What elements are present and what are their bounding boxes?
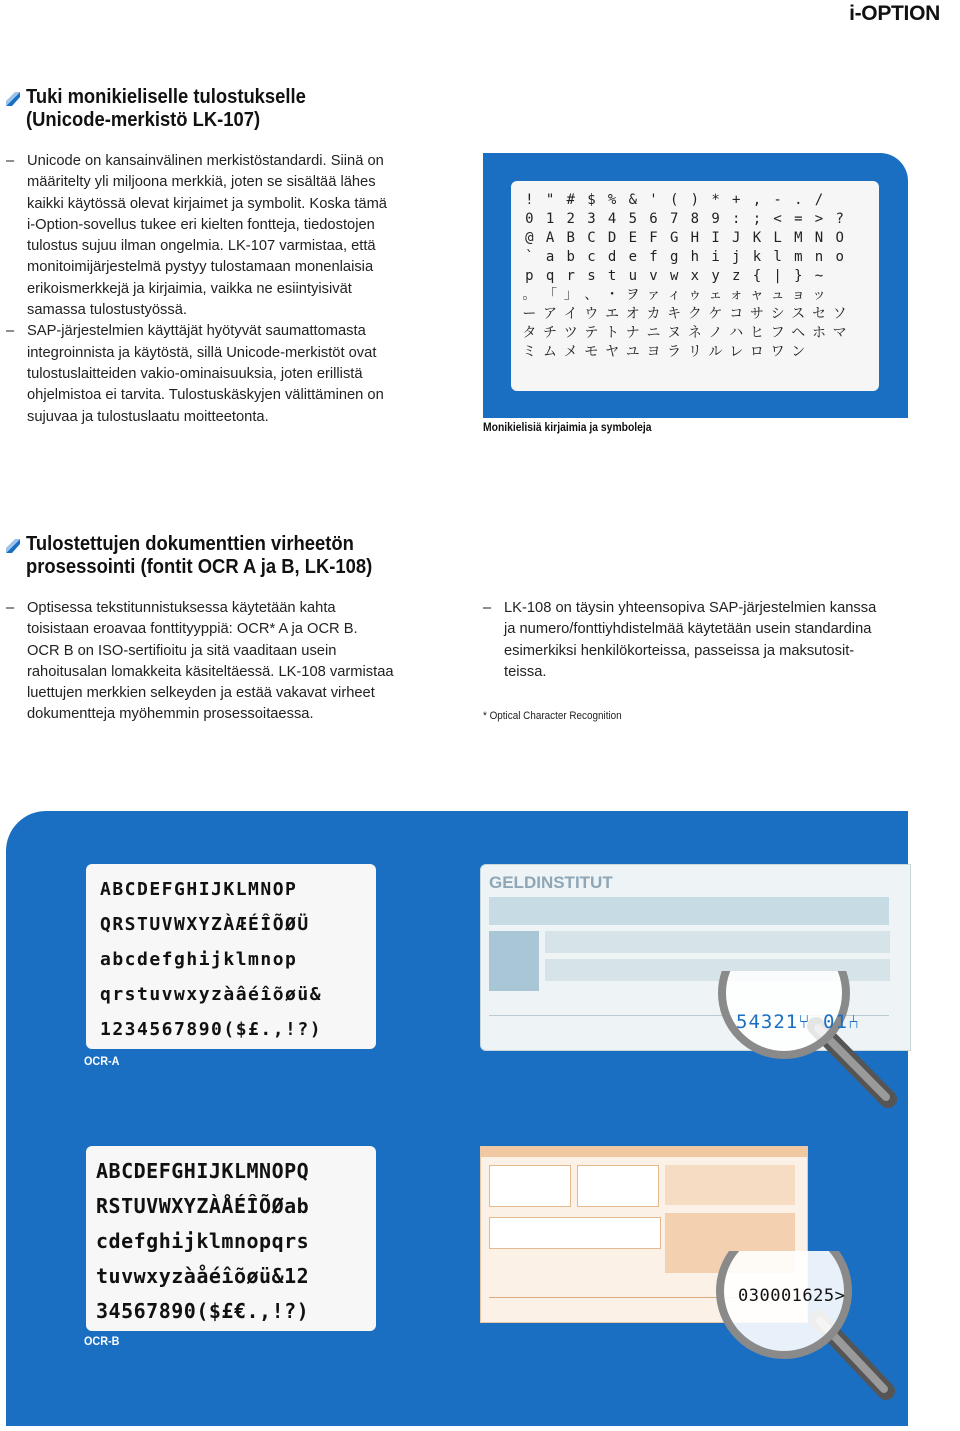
slip-address-field: [489, 1165, 571, 1207]
charset-glyph: 「: [543, 286, 558, 303]
charset-glyph: g: [669, 249, 679, 266]
footnote: * Optical Character Recognition: [483, 710, 622, 722]
charset-glyph: コ: [729, 305, 744, 322]
heading-bullet-icon: [6, 92, 20, 106]
charset-glyph: ウ: [584, 305, 599, 322]
section-heading-ocr: [6, 533, 402, 579]
charset-glyph: ヲ: [625, 286, 640, 303]
charset-glyph: エ: [605, 305, 620, 322]
charset-glyph: 4: [607, 211, 617, 228]
charset-row: [511, 210, 879, 229]
charset-glyph: q: [545, 268, 555, 284]
charset-glyph: フ: [770, 324, 785, 341]
section-heading-unicode: [6, 86, 330, 132]
charset-glyph: ヌ: [667, 324, 682, 341]
charset-glyph: }: [794, 268, 803, 284]
charset-glyph: z: [732, 268, 741, 284]
charset-glyph: 」: [563, 286, 578, 303]
charset-glyph: >: [814, 211, 824, 228]
charset-glyph: 、: [584, 286, 599, 303]
charset-row: [511, 248, 879, 267]
section-title: [26, 86, 306, 132]
lens-reading-b: 030001625>: [738, 1286, 846, 1306]
charset-glyph: l: [773, 249, 782, 266]
ocr-b-line: 34567890($£€.,!?): [96, 1299, 310, 1323]
charset-glyph: H: [690, 230, 700, 247]
text-line: Unicode on kansainvälinen merkistöstandardi. Siinä on: [27, 153, 384, 169]
charset-glyph: o: [835, 249, 844, 266]
text-line: Optisessa tekstitunnistuksessa käytetään kahta: [27, 600, 336, 616]
charset-glyph: メ: [563, 343, 578, 360]
charset-glyph: キ: [667, 305, 682, 322]
charset-glyph: D: [607, 230, 617, 247]
charset-glyph: 8: [690, 211, 700, 228]
ocr-a-line: ABCDEFGHIJKLMNOP: [100, 879, 298, 900]
dash-marker: –: [6, 600, 15, 616]
charset-glyph: C: [587, 230, 596, 247]
charset-glyph: ク: [687, 305, 702, 322]
charset-glyph: ァ: [646, 286, 661, 303]
list-item: [6, 598, 446, 726]
charset-glyph: オ: [625, 305, 640, 322]
charset-glyph: ラ: [667, 343, 682, 360]
charset-glyph: ハ: [729, 324, 744, 341]
charset-glyph: $: [587, 192, 596, 209]
unicode-figure: [483, 153, 908, 418]
title-line: prosessointi (fontit OCR A ja B, LK-108): [26, 556, 373, 578]
charset-glyph: J: [732, 230, 741, 247]
charset-glyph: =: [794, 211, 803, 228]
title-line: (Unicode-merkistö LK-107): [26, 109, 261, 131]
charset-glyph: #: [566, 192, 575, 209]
charset-glyph: ヨ: [646, 343, 661, 360]
charset-glyph: b: [566, 249, 575, 266]
ocr-a-label: OCR-A: [84, 1054, 120, 1068]
charset-glyph: A: [545, 230, 555, 247]
charset-glyph: サ: [749, 305, 764, 322]
charset-glyph: レ: [729, 343, 744, 360]
text-line: kaikki käytössä olevat kirjaimet ja symbolit. Koska tämä: [27, 195, 387, 212]
charset-glyph: ・: [605, 286, 620, 303]
text-line: luettujen merkkien selkeyden ja estää vakavat virheet: [27, 685, 375, 702]
charset-glyph: イ: [563, 305, 578, 322]
charset-glyph: r: [566, 268, 575, 284]
charset-glyph: テ: [584, 324, 599, 341]
charset-glyph: ホ: [811, 324, 826, 341]
list-item: [6, 151, 446, 321]
brand-title: i-OPTION: [849, 2, 940, 25]
charset-glyph: ニ: [646, 324, 661, 341]
charset-glyph: .: [794, 192, 803, 209]
charset-glyph: ツ: [563, 324, 578, 341]
charset-glyph: タ: [522, 324, 537, 341]
charset-glyph: ,: [752, 192, 762, 209]
charset-glyph: ": [545, 192, 555, 209]
charset-glyph: 6: [649, 211, 658, 228]
charset-glyph: %: [607, 192, 617, 209]
charset-glyph: O: [835, 230, 844, 247]
charset-glyph: w: [669, 268, 679, 284]
charset-glyph: ス: [791, 305, 806, 322]
charset-glyph: ア: [543, 305, 558, 322]
text-line: monitoimijärjestelmä pystyy tulostamaan monenlaisia: [27, 259, 374, 276]
section1-body: [6, 151, 446, 428]
charset-glyph: x: [690, 268, 700, 284]
dash-marker: –: [6, 153, 15, 169]
section2-left: [6, 598, 446, 726]
charset-glyph: I: [711, 230, 720, 247]
charset-glyph: /: [814, 192, 824, 209]
text-line: ja numero/fonttiyhdistelmää käytetään usein standardina: [504, 621, 872, 638]
text-line: erikoismerkkejä ja kirjaimia, vaikka ne esiintyisivät: [27, 280, 352, 297]
charset-glyph: K: [752, 230, 762, 247]
charset-glyph: シ: [770, 305, 785, 322]
charset-row: [511, 304, 879, 323]
charset-glyph: 1: [545, 211, 555, 228]
charset-glyph: 9: [711, 211, 720, 228]
charset-glyph: ル: [708, 343, 723, 360]
text-line: tulostuslaitteiden vakio-ominaisuuksia, joten erillistä: [27, 365, 363, 382]
charset-glyph: (: [669, 192, 679, 209]
charset-glyph: j: [732, 249, 741, 266]
text-line: teissa.: [504, 663, 547, 680]
charset-glyph: ェ: [708, 286, 723, 303]
lens-reading-a: 54321⑂ 01⑃: [736, 1011, 861, 1033]
charset-glyph: ォ: [729, 286, 744, 303]
charset-glyph: `: [525, 249, 534, 266]
charset-glyph: 。: [522, 286, 537, 303]
section2-right: [483, 598, 923, 683]
list-item: [483, 598, 923, 683]
charset-glyph: セ: [811, 305, 826, 322]
charset-row: [511, 323, 879, 342]
charset-glyph: ソ: [832, 305, 847, 322]
bank-logo-block: [489, 931, 539, 991]
text-line: OCR B on ISO-sertifioitu ja sitä vaaditaan usein: [27, 642, 337, 659]
text-line: samassa tulostustyössä.: [27, 302, 187, 319]
charset-row: [511, 342, 879, 361]
charset-glyph: v: [649, 268, 658, 284]
text-line: rahoitusalan lomakkeita käsiteltäessä. LK-108 varmistaa: [27, 663, 394, 680]
ocr-a-line: qrstuvwxyzàâéîõøü&: [100, 984, 323, 1005]
charset-glyph: ): [690, 192, 700, 209]
charset-glyph: +: [732, 192, 741, 209]
charset-glyph: リ: [687, 343, 702, 360]
charset-glyph: F: [649, 230, 658, 247]
ocr-samples-panel: [6, 811, 908, 1426]
charset-glyph: ?: [835, 211, 844, 228]
charset-glyph: i: [711, 249, 720, 266]
heading-bullet-icon: [6, 539, 20, 553]
charset-glyph: ネ: [687, 324, 702, 341]
charset-glyph: ヤ: [605, 343, 620, 360]
charset-glyph: t: [607, 268, 617, 284]
ocr-a-line: QRSTUVWXYZÀÆÉÎÕØÜ: [100, 914, 310, 935]
text-line: toisistaan eroavaa fonttityyppiä: OCR* A ja OCR B.: [27, 621, 358, 638]
text-line: integroinnista ja käytöstä, sillä Unicode-merkistöt ovat: [27, 344, 377, 361]
ocr-b-sample-card: [86, 1146, 376, 1331]
charset-glyph: ン: [791, 343, 806, 360]
charset-glyph: ィ: [667, 286, 682, 303]
charset-glyph: 0: [525, 211, 534, 228]
charset-glyph: G: [669, 230, 679, 247]
charset-glyph: マ: [832, 324, 847, 341]
ocr-b-line: RSTUVWXYZÀÅÉÎÕØab: [96, 1194, 310, 1218]
charset-glyph: c: [587, 249, 596, 266]
charset-glyph: :: [732, 211, 741, 228]
charset-glyph: h: [690, 249, 700, 266]
charset-glyph: {: [752, 268, 762, 284]
charset-row: [511, 285, 879, 304]
ocr-a-line: abcdefghijklmnop: [100, 949, 298, 970]
slip-address-field: [577, 1165, 659, 1207]
charset-glyph: *: [711, 192, 720, 209]
charset-glyph: a: [545, 249, 555, 266]
text-line: määritelty yli miljoona merkkiä, joten se sisältää lähes: [27, 174, 376, 191]
charset-glyph: s: [587, 268, 596, 284]
slip-header-band: [481, 1147, 807, 1157]
charset-glyph: ュ: [770, 286, 785, 303]
ocr-b-line: ABCDEFGHIJKLMNOPQ: [96, 1159, 310, 1183]
charset-row: [511, 267, 879, 286]
dash-marker: –: [483, 600, 492, 616]
charset-glyph: ワ: [770, 343, 785, 360]
charset-glyph: &: [628, 192, 637, 209]
charset-glyph: |: [773, 268, 782, 284]
text-line: tulostus sujuu ilman ongelmia. LK-107 varmistaa, että: [27, 238, 376, 255]
charset-glyph: -: [773, 192, 782, 209]
charset-row: [511, 229, 879, 248]
text-line: dokumentteja myöhemmin prosessoitaessa.: [27, 706, 314, 723]
charset-glyph: m: [794, 249, 803, 266]
charset-glyph: 7: [669, 211, 679, 228]
ocr-a-sample-card: [86, 864, 376, 1049]
charset-glyph: ト: [605, 324, 620, 341]
charset-glyph: チ: [543, 324, 558, 341]
slip-info-field: [665, 1165, 795, 1205]
charset-glyph: 3: [587, 211, 596, 228]
charset-glyph: ッ: [811, 286, 826, 303]
magnifier-icon: [706, 1251, 906, 1421]
charset-glyph: ム: [543, 343, 558, 360]
charset-glyph: B: [566, 230, 575, 247]
charset-glyph: ゥ: [687, 286, 702, 303]
charset-glyph: k: [752, 249, 762, 266]
charset-glyph: ヒ: [749, 324, 764, 341]
charset-glyph: !: [525, 192, 534, 209]
charset-glyph: ユ: [625, 343, 640, 360]
slip-amount-field: [489, 1217, 661, 1249]
charset-glyph: @: [525, 230, 534, 247]
charset-glyph: カ: [646, 305, 661, 322]
section-title: [26, 533, 372, 579]
text-line: LK-108 on täysin yhteensopiva SAP-järjestelmien kanssa: [504, 600, 877, 616]
charset-glyph: ヘ: [791, 324, 806, 341]
list-item: [6, 321, 446, 427]
charset-glyph: f: [649, 249, 658, 266]
form-field-block: [489, 897, 889, 925]
charset-glyph: 5: [628, 211, 637, 228]
charset-glyph: ;: [752, 211, 762, 228]
charset-glyph: N: [814, 230, 824, 247]
ocr-b-line: cdefghijklmnopqrs: [96, 1229, 310, 1253]
ocr-a-line: 1234567890($£.,!?): [100, 1019, 323, 1040]
charset-row: [511, 191, 879, 210]
form-field-block: [545, 931, 890, 953]
charset-glyph: p: [525, 268, 534, 284]
charset-glyph: ~: [814, 268, 824, 284]
charset-glyph: ョ: [791, 286, 806, 303]
ocr-b-line: tuvwxyzàåéîõøü&12: [96, 1264, 310, 1288]
charset-glyph: M: [794, 230, 803, 247]
charset-glyph: E: [628, 230, 637, 247]
charset-glyph: d: [607, 249, 617, 266]
charset-glyph: ー: [522, 305, 537, 322]
text-line: sujuvaa ja tulostuslaatu moitteetonta.: [27, 408, 269, 425]
charset-glyph: ': [649, 192, 658, 209]
charset-glyph: L: [773, 230, 782, 247]
charset-glyph: 2: [566, 211, 575, 228]
charset-glyph: n: [814, 249, 824, 266]
charset-glyph: ノ: [708, 324, 723, 341]
charset-glyph: u: [628, 268, 637, 284]
charset-glyph: ナ: [625, 324, 640, 341]
charset-glyph: モ: [584, 343, 599, 360]
charset-card: [511, 181, 879, 391]
dash-marker: –: [6, 323, 15, 340]
charset-glyph: <: [773, 211, 782, 228]
charset-glyph: y: [711, 268, 720, 284]
ocr-b-label: OCR-B: [84, 1334, 120, 1348]
text-line: esimerkiksi henkilökorteissa, passeissa ja maksutosit-: [504, 642, 855, 659]
title-line: Tulostettujen dokumenttien virheetön: [26, 533, 354, 555]
figure-caption: Monikielisiä kirjaimia ja symboleja: [483, 422, 652, 434]
charset-glyph: ャ: [749, 286, 764, 303]
magnifier-icon: [706, 971, 906, 1121]
charset-glyph: e: [628, 249, 637, 266]
text-line: ohjelmistoa ei tarvita. Tulostuskäskyjen välittäminen on: [27, 387, 384, 404]
charset-glyph: ミ: [522, 343, 537, 360]
text-line: SAP-järjestelmien käyttäjät hyötyvät saumattomasta: [27, 323, 366, 340]
charset-glyph: ロ: [749, 343, 764, 360]
text-line: i-Option-sovellus tukee eri kielten fontteja, tiedostojen: [27, 216, 375, 233]
title-line: Tuki monikieliselle tulostukselle: [26, 86, 306, 108]
bank-form-title: GELDINSTITUT: [489, 873, 613, 892]
charset-glyph: ケ: [708, 305, 723, 322]
